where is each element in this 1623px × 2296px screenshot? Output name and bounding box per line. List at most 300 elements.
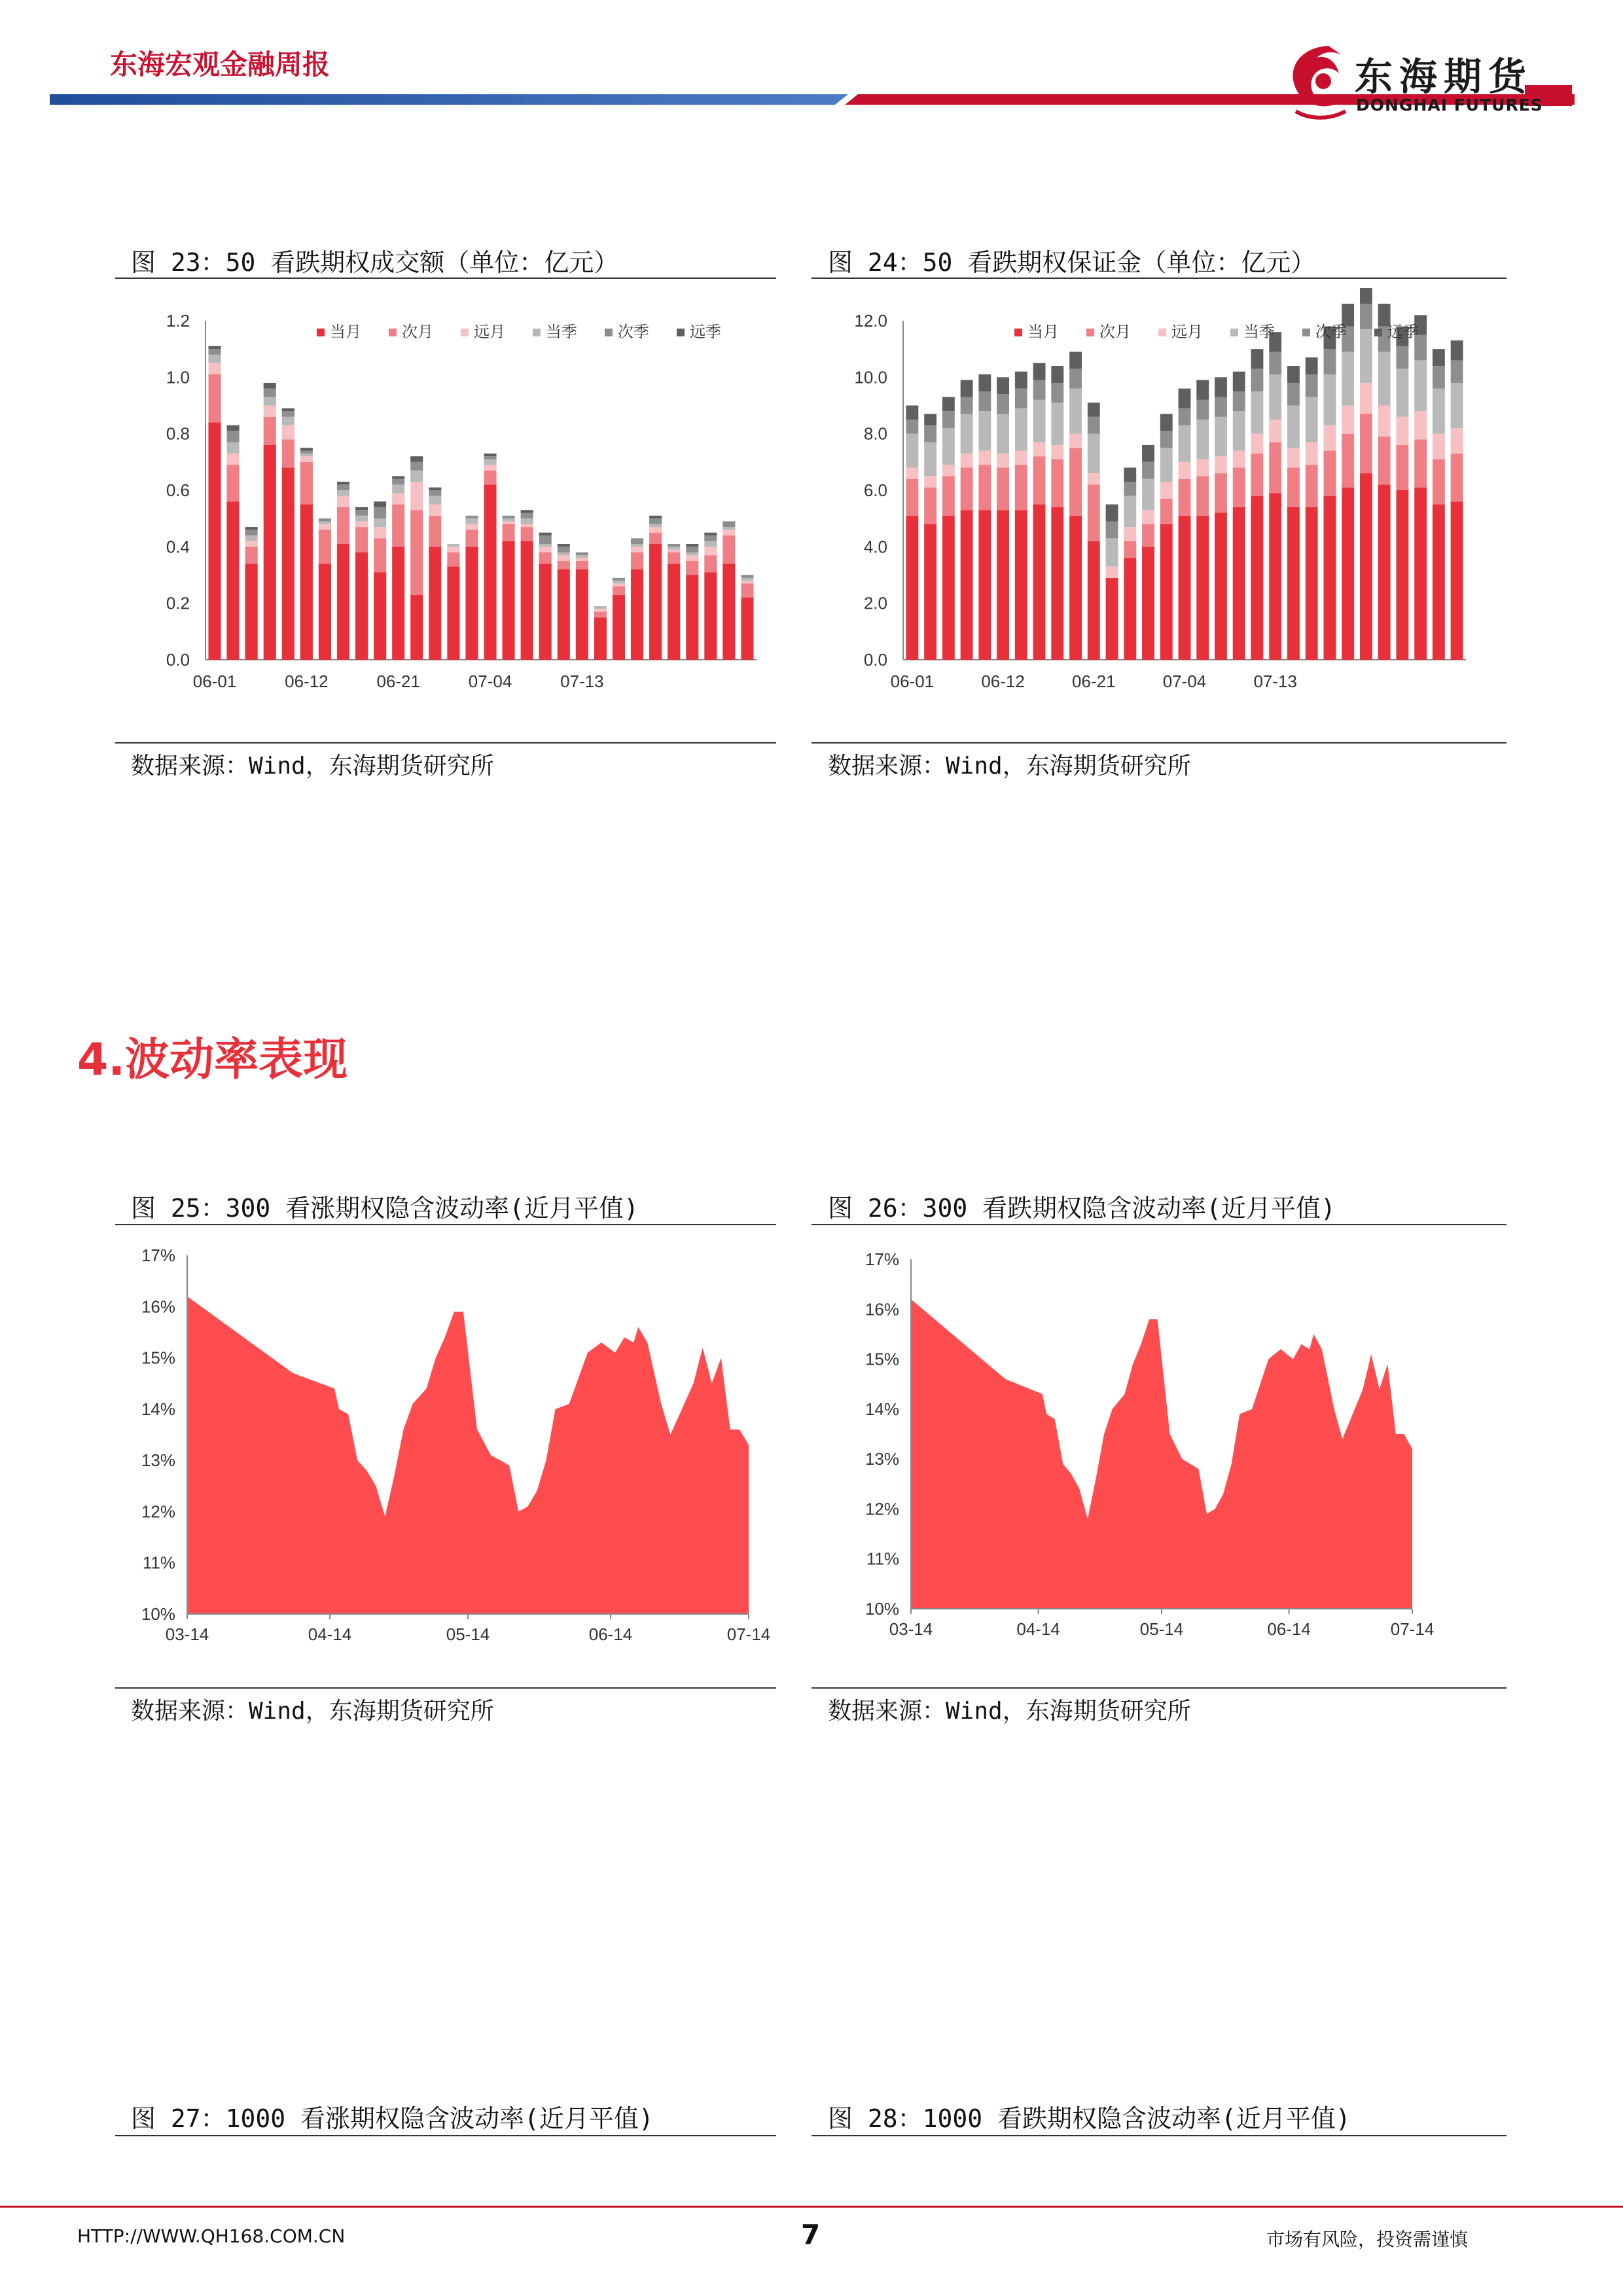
- bar-segment: [521, 541, 533, 660]
- bar-segment: [906, 479, 918, 516]
- bar-segment: [1215, 377, 1227, 397]
- bar-segment: [1324, 425, 1336, 451]
- bar-segment: [1451, 360, 1463, 383]
- bar-segment: [1451, 383, 1463, 428]
- bar-segment: [613, 581, 625, 583]
- y-tick-label: 10%: [141, 1604, 175, 1624]
- legend-label: 远季: [690, 323, 721, 341]
- bar-segment: [906, 434, 918, 468]
- bar-segment: [704, 541, 717, 547]
- bar-segment: [1106, 538, 1118, 566]
- bar-segment: [1215, 397, 1227, 417]
- bar-segment: [1196, 476, 1209, 515]
- bar-segment: [558, 555, 570, 561]
- bar-segment: [722, 529, 735, 535]
- bar-segment: [227, 442, 240, 454]
- area-series: [187, 1297, 749, 1614]
- risk-note: 市场有风险，投资需谨慎: [1266, 2229, 1469, 2250]
- area-series: [911, 1299, 1412, 1609]
- y-tick-label: 1.2: [166, 311, 190, 331]
- bar-segment: [1033, 442, 1046, 457]
- x-tick-label: 05-14: [446, 1624, 490, 1644]
- bar-segment: [300, 462, 313, 505]
- bar-segment: [649, 533, 662, 544]
- y-tick-label: 14%: [141, 1399, 175, 1419]
- bar-segment: [1342, 351, 1354, 405]
- bar-segment: [1069, 516, 1082, 660]
- legend-swatch: [677, 329, 685, 336]
- bar-segment: [668, 552, 680, 564]
- fig23-source: 数据来源：Wind，东海期货研究所: [131, 753, 494, 780]
- bar-segment: [1142, 462, 1154, 479]
- bar-segment: [741, 581, 753, 583]
- bar-segment: [558, 569, 570, 660]
- bar-segment: [1088, 484, 1100, 541]
- bar-segment: [1306, 507, 1318, 660]
- y-tick-label: 0.8: [166, 423, 190, 444]
- bar-segment: [355, 552, 368, 660]
- bar-segment: [978, 391, 991, 411]
- y-tick-label: 0.0: [863, 650, 887, 670]
- bar-segment: [924, 524, 936, 660]
- bar-segment: [503, 524, 515, 541]
- bar-segment: [282, 439, 294, 467]
- y-tick-label: 11%: [866, 1549, 899, 1569]
- bar-segment: [355, 507, 368, 510]
- bar-segment: [1360, 414, 1372, 473]
- bar-segment: [1106, 505, 1118, 522]
- bar-segment: [1106, 578, 1118, 660]
- bar-segment: [1324, 349, 1336, 374]
- bar-segment: [227, 454, 240, 465]
- bar-segment: [1414, 488, 1427, 660]
- bar-segment: [961, 397, 973, 414]
- bar-segment: [576, 561, 588, 569]
- bar-segment: [668, 564, 680, 660]
- bar-segment: [337, 484, 349, 490]
- x-tick-label: 06-14: [1267, 1619, 1311, 1639]
- bar-segment: [942, 465, 955, 476]
- bar-segment: [392, 493, 404, 504]
- bar-segment: [1179, 408, 1191, 425]
- bar-segment: [1251, 368, 1264, 391]
- logo: [1283, 39, 1577, 124]
- bar-segment: [1069, 368, 1082, 388]
- bar-segment: [686, 561, 698, 575]
- bar-segment: [1124, 541, 1136, 558]
- bar-segment: [1106, 521, 1118, 538]
- bar-segment: [924, 476, 936, 487]
- bar-segment: [576, 558, 588, 561]
- legend-swatch: [389, 329, 397, 336]
- fig24-source: 数据来源：Wind，东海期货研究所: [828, 753, 1191, 780]
- bar-segment: [1360, 383, 1372, 414]
- bar-segment: [484, 465, 496, 471]
- bar-segment: [1142, 479, 1154, 510]
- bar-segment: [539, 547, 552, 552]
- bar-segment: [484, 471, 496, 485]
- fig27-rule-top: [115, 2135, 776, 2136]
- x-tick-label: 03-14: [889, 1619, 933, 1639]
- bar-segment: [429, 490, 441, 496]
- y-tick-label: 12%: [141, 1501, 175, 1522]
- bar-segment: [521, 518, 533, 524]
- x-tick-label: 04-14: [1016, 1619, 1060, 1639]
- bar-segment: [355, 516, 368, 522]
- bar-segment: [539, 544, 552, 547]
- bar-segment: [374, 572, 386, 660]
- bar-segment: [429, 547, 441, 660]
- y-tick-label: 17%: [865, 1249, 899, 1269]
- bar-segment: [594, 609, 607, 611]
- bar-segment: [1287, 383, 1300, 406]
- bar-segment: [594, 617, 607, 660]
- bar-segment: [539, 564, 552, 660]
- x-tick-label: 06-21: [376, 672, 420, 691]
- bar-segment: [576, 555, 588, 558]
- bar-segment: [668, 544, 680, 547]
- bar-segment: [227, 431, 240, 442]
- bar-segment: [649, 544, 662, 660]
- bar-segment: [521, 527, 533, 541]
- bar-segment: [1251, 434, 1264, 454]
- bar-segment: [722, 527, 735, 529]
- bar-segment: [465, 524, 478, 530]
- bar-segment: [1433, 389, 1445, 434]
- bar-segment: [1451, 428, 1463, 454]
- bar-segment: [319, 564, 331, 660]
- x-tick-label: 03-14: [165, 1624, 209, 1644]
- bar-segment: [1378, 406, 1391, 437]
- bar-segment: [282, 408, 294, 411]
- bar-segment: [1414, 411, 1427, 439]
- y-tick-label: 13%: [141, 1450, 175, 1471]
- bar-segment: [1215, 417, 1227, 456]
- bar-segment: [613, 595, 625, 660]
- bar-segment: [1033, 363, 1046, 380]
- bar-segment: [1251, 496, 1264, 660]
- bar-segment: [961, 454, 973, 468]
- bar-segment: [1451, 501, 1463, 660]
- y-tick-label: 10.0: [854, 367, 887, 387]
- bar-segment: [1233, 507, 1245, 660]
- bar-segment: [1160, 448, 1173, 482]
- bar-segment: [649, 527, 662, 533]
- bar-segment: [1160, 499, 1173, 524]
- bar-segment: [1251, 454, 1264, 496]
- bar-segment: [245, 547, 258, 564]
- logo-text-en: DONGHAI FUTURES: [1356, 96, 1543, 115]
- bar-segment: [1160, 414, 1173, 431]
- legend-swatch: [1014, 329, 1022, 336]
- bar-segment: [355, 527, 368, 552]
- bar-segment: [465, 529, 478, 547]
- fig23-rule-bottom: [115, 742, 776, 744]
- x-tick-label: 06-01: [890, 672, 935, 691]
- bar-segment: [1179, 516, 1191, 660]
- bar-segment: [1179, 462, 1191, 479]
- bar-segment: [264, 397, 276, 406]
- fig25-title: 图 25：300 看涨期权隐含波动率(近月平值): [131, 1194, 639, 1223]
- bar-segment: [521, 524, 533, 527]
- bar-segment: [1033, 400, 1046, 442]
- bar-segment: [374, 501, 386, 507]
- bar-segment: [447, 567, 459, 660]
- bar-segment: [1396, 445, 1408, 490]
- bar-segment: [1051, 445, 1063, 459]
- bar-segment: [429, 488, 441, 490]
- bar-segment: [631, 552, 643, 569]
- footer-url[interactable]: HTTP://WWW.QH168.COM.CN: [77, 2225, 346, 2247]
- bar-segment: [337, 544, 349, 660]
- bar-segment: [1342, 434, 1354, 488]
- bar-segment: [264, 445, 276, 660]
- legend-swatch: [1158, 329, 1166, 336]
- bar-segment: [1287, 406, 1300, 448]
- bar-segment: [1396, 417, 1408, 445]
- bar-segment: [1179, 389, 1191, 408]
- bar-segment: [355, 510, 368, 516]
- bar-segment: [613, 583, 625, 586]
- bar-segment: [465, 547, 478, 660]
- bar-segment: [1196, 420, 1209, 459]
- bar-segment: [1396, 490, 1408, 660]
- x-tick-label: 04-14: [308, 1624, 352, 1644]
- logo-text-cn: 东海期货: [1355, 54, 1533, 99]
- bar-segment: [1015, 408, 1027, 451]
- bar-segment: [300, 448, 313, 450]
- bar-segment: [1069, 434, 1082, 448]
- bar-segment: [1360, 288, 1372, 304]
- y-tick-label: 16%: [141, 1297, 175, 1317]
- bar-segment: [1069, 448, 1082, 516]
- bar-segment: [558, 552, 570, 555]
- fig25-rule-top: [115, 1224, 776, 1225]
- y-tick-label: 0.0: [166, 650, 190, 670]
- legend-label: 次月: [1099, 323, 1131, 341]
- y-tick-label: 1.0: [166, 367, 190, 387]
- bar-segment: [319, 529, 331, 564]
- bar-segment: [924, 442, 936, 476]
- y-tick-label: 11%: [142, 1552, 175, 1573]
- bar-segment: [1124, 496, 1136, 527]
- fig26-rule-top: [812, 1224, 1507, 1225]
- fig25-chart: [115, 1230, 776, 1649]
- bar-segment: [410, 595, 423, 660]
- x-tick-label: 07-13: [560, 672, 604, 691]
- bar-segment: [392, 547, 404, 660]
- bar-segment: [208, 346, 221, 349]
- bar-segment: [264, 417, 276, 445]
- legend-swatch: [461, 329, 469, 336]
- bar-segment: [1306, 465, 1318, 507]
- bar-segment: [613, 578, 625, 581]
- bar-segment: [649, 516, 662, 518]
- bar-segment: [539, 533, 552, 535]
- bar-segment: [484, 454, 496, 456]
- bar-segment: [961, 510, 973, 660]
- bar-segment: [1324, 451, 1336, 496]
- bar-segment: [1306, 397, 1318, 442]
- bar-segment: [686, 552, 698, 555]
- bar-segment: [978, 374, 991, 391]
- bar-segment: [319, 518, 331, 521]
- bar-segment: [1233, 411, 1245, 450]
- bar-segment: [1142, 524, 1154, 547]
- bar-segment: [1269, 493, 1281, 660]
- bar-segment: [484, 484, 496, 660]
- fig28-rule-top: [812, 2135, 1507, 2136]
- bar-segment: [1360, 473, 1372, 660]
- bar-segment: [1324, 496, 1336, 660]
- bar-segment: [1069, 389, 1082, 434]
- x-tick-label: 07-04: [1162, 672, 1207, 691]
- bar-segment: [631, 544, 643, 547]
- bar-segment: [924, 488, 936, 524]
- bar-segment: [906, 406, 918, 420]
- legend-swatch: [605, 329, 613, 336]
- x-tick-label: 06-14: [588, 1624, 633, 1644]
- fig23-title: 图 23：50 看跌期权成交额（单位：亿元）: [131, 248, 619, 277]
- bar-segment: [1033, 380, 1046, 400]
- bar-segment: [704, 555, 717, 572]
- bar-segment: [282, 417, 294, 425]
- bar-segment: [300, 456, 313, 462]
- bar-segment: [906, 516, 918, 660]
- bar-segment: [1196, 459, 1209, 476]
- bar-segment: [208, 363, 221, 374]
- fig26-rule-bottom: [812, 1687, 1507, 1689]
- bar-segment: [245, 529, 258, 535]
- bar-segment: [1287, 366, 1300, 383]
- bar-segment: [410, 510, 423, 595]
- bar-segment: [686, 547, 698, 552]
- bar-segment: [410, 456, 423, 462]
- bar-segment: [997, 454, 1009, 468]
- bar-segment: [1306, 357, 1318, 374]
- bar-segment: [484, 459, 496, 465]
- bar-segment: [1196, 400, 1209, 420]
- bar-segment: [227, 501, 240, 660]
- bar-segment: [374, 507, 386, 518]
- y-tick-label: 12.0: [854, 311, 887, 331]
- fig25-rule-bottom: [115, 1687, 776, 1689]
- bar-segment: [227, 425, 240, 431]
- bar-segment: [1324, 374, 1336, 425]
- bar-segment: [1051, 459, 1063, 507]
- bar-segment: [649, 518, 662, 524]
- fig28-title: 图 28：1000 看跌期权隐含波动率(近月平值): [828, 2104, 1351, 2133]
- y-tick-label: 0.2: [166, 593, 190, 613]
- bar-segment: [722, 535, 735, 564]
- bar-segment: [264, 406, 276, 417]
- x-tick-label: 05-14: [1139, 1619, 1184, 1639]
- bar-segment: [374, 538, 386, 572]
- bar-segment: [942, 476, 955, 515]
- bar-segment: [704, 533, 717, 535]
- legend-label: 次月: [402, 323, 433, 341]
- bar-segment: [1433, 459, 1445, 505]
- bar-segment: [392, 505, 404, 547]
- fig23-rule-top: [115, 278, 776, 279]
- bar-segment: [484, 456, 496, 459]
- bar-segment: [1124, 527, 1136, 541]
- bar-segment: [429, 505, 441, 516]
- bar-segment: [1015, 465, 1027, 510]
- y-tick-label: 8.0: [863, 423, 887, 444]
- bar-segment: [447, 544, 459, 547]
- bar-segment: [1015, 389, 1027, 408]
- x-tick-label: 07-14: [726, 1624, 771, 1644]
- bar-segment: [1342, 488, 1354, 660]
- x-tick-label: 07-13: [1253, 672, 1297, 691]
- bar-segment: [741, 575, 753, 578]
- legend-label: 次季: [1315, 323, 1347, 341]
- bar-segment: [1015, 510, 1027, 660]
- bar-segment: [1160, 524, 1173, 660]
- footer-rule: [0, 2206, 1623, 2208]
- bar-segment: [1215, 473, 1227, 512]
- bar-segment: [208, 355, 221, 363]
- bar-segment: [1433, 505, 1445, 660]
- x-tick-label: 06-01: [192, 672, 237, 691]
- bar-segment: [1088, 434, 1100, 473]
- bar-segment: [686, 544, 698, 547]
- bar-segment: [1033, 505, 1046, 660]
- bar-segment: [906, 467, 918, 478]
- legend-label: 远季: [1387, 323, 1419, 341]
- y-tick-label: 12%: [865, 1499, 899, 1519]
- bar-segment: [503, 521, 515, 524]
- bar-segment: [1251, 391, 1264, 434]
- fig24-rule-bottom: [812, 742, 1507, 744]
- bar-segment: [429, 516, 441, 547]
- legend-label: 当季: [1243, 323, 1275, 341]
- fig26-title: 图 26：300 看跌期权隐含波动率(近月平值): [828, 1194, 1336, 1223]
- fig26-chart: [812, 1230, 1507, 1649]
- legend-label: 当月: [330, 323, 361, 341]
- bar-segment: [429, 496, 441, 505]
- bar-segment: [741, 598, 753, 660]
- bar-segment: [942, 411, 955, 428]
- bar-segment: [961, 467, 973, 510]
- bar-segment: [924, 425, 936, 442]
- bar-segment: [1124, 558, 1136, 660]
- bar-segment: [1233, 372, 1245, 391]
- bar-segment: [631, 538, 643, 544]
- bar-segment: [1233, 391, 1245, 411]
- bar-segment: [1269, 442, 1281, 493]
- bar-segment: [686, 555, 698, 561]
- bar-segment: [1378, 437, 1391, 484]
- legend-swatch: [533, 329, 541, 336]
- bar-segment: [392, 479, 404, 485]
- bar-segment: [282, 425, 294, 440]
- bar-segment: [1051, 507, 1063, 660]
- bar-segment: [410, 482, 423, 510]
- bar-segment: [300, 505, 313, 660]
- bar-segment: [374, 518, 386, 527]
- legend-swatch: [1374, 329, 1382, 336]
- bar-segment: [1433, 434, 1445, 459]
- bar-segment: [1051, 383, 1063, 403]
- bar-segment: [576, 552, 588, 555]
- bar-segment: [997, 467, 1009, 510]
- bar-segment: [1015, 451, 1027, 465]
- bar-segment: [208, 349, 221, 355]
- bar-segment: [649, 524, 662, 527]
- legend-label: 远月: [474, 323, 505, 341]
